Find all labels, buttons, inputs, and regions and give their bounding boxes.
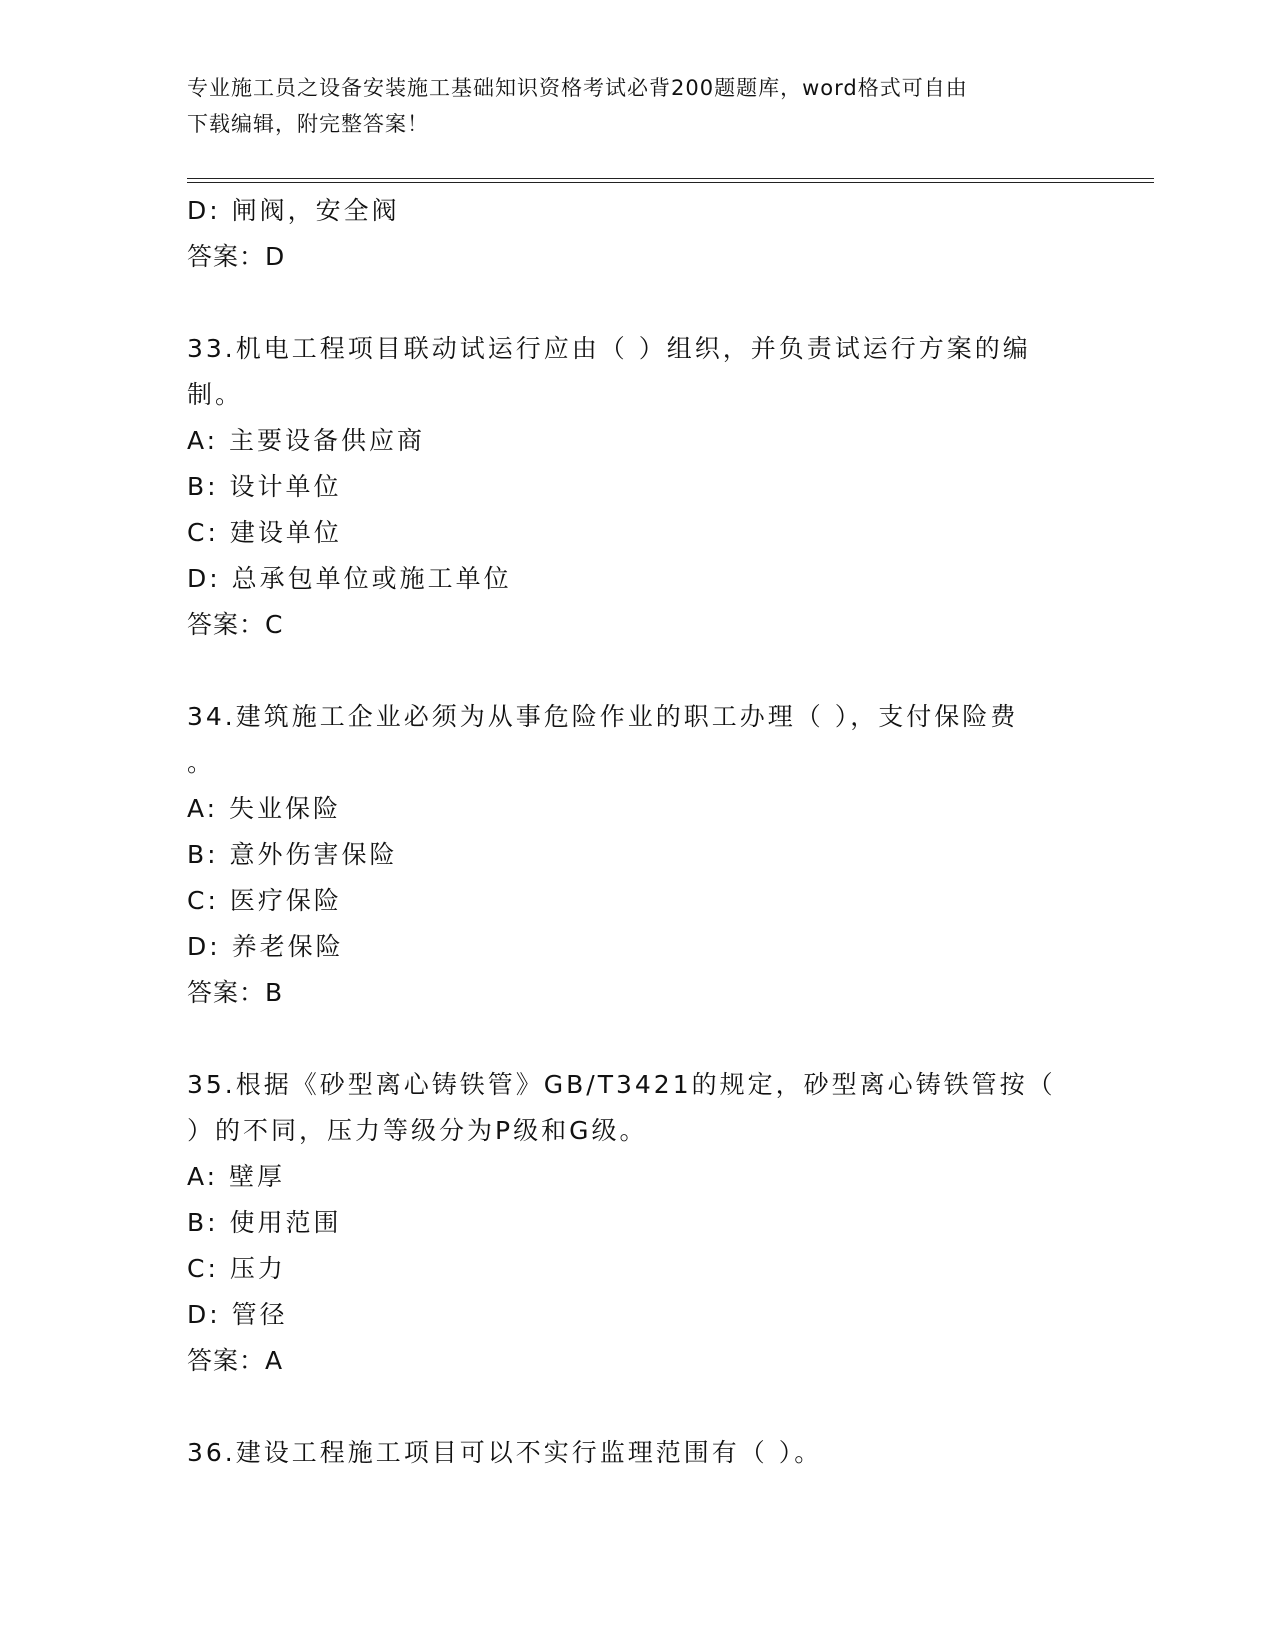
option-d: D: 闸阀，安全阀 xyxy=(187,196,400,225)
option-b: B: 意外伤害保险 xyxy=(187,840,398,869)
spacer xyxy=(187,280,1067,326)
spacer xyxy=(187,1016,1067,1062)
option-b: B: 设计单位 xyxy=(187,472,342,501)
question-list xyxy=(187,188,1067,1476)
option-c: C: 建设单位 xyxy=(187,518,342,547)
header-line-2: 下载编辑，附完整答案！ xyxy=(187,112,429,136)
question-33 xyxy=(187,326,1067,648)
question-stem-cont: 制。 xyxy=(187,380,244,409)
question-36 xyxy=(187,1430,1067,1476)
question-stem: 34.建筑施工企业必须为从事危险作业的职工办理（ ），支付保险费 xyxy=(187,702,1019,731)
spacer xyxy=(187,1384,1067,1430)
question-32-tail xyxy=(187,188,1067,280)
spacer xyxy=(187,648,1067,694)
question-35 xyxy=(187,1062,1067,1384)
option-d: D: 养老保险 xyxy=(187,932,344,961)
option-c: C: 医疗保险 xyxy=(187,886,342,915)
document-header xyxy=(187,70,1067,142)
question-stem: 33.机电工程项目联动试运行应由（ ）组织，并负责试运行方案的编 xyxy=(187,334,1031,363)
option-c: C: 压力 xyxy=(187,1254,286,1283)
answer: 答案：B xyxy=(187,978,284,1007)
question-34 xyxy=(187,694,1067,1016)
header-divider-top xyxy=(187,178,1154,179)
question-stem: 35.根据《砂型离心铸铁管》GB/T3421的规定，砂型离心铸铁管按（ xyxy=(187,1070,1056,1099)
option-d: D: 管径 xyxy=(187,1300,288,1329)
option-b: B: 使用范围 xyxy=(187,1208,342,1237)
answer: 答案：A xyxy=(187,1346,284,1375)
option-a: A: 壁厚 xyxy=(187,1162,286,1191)
option-a: A: 主要设备供应商 xyxy=(187,426,426,455)
question-stem-cont: 。 xyxy=(187,748,216,777)
question-stem-cont: ）的不同，压力等级分为P级和G级。 xyxy=(187,1116,648,1145)
question-stem: 36.建设工程施工项目可以不实行监理范围有（ ）。 xyxy=(187,1438,823,1467)
answer: 答案：D xyxy=(187,242,286,271)
header-line-1: 专业施工员之设备安装施工基础知识资格考试必背200题题库，word格式可自由 xyxy=(187,76,968,100)
option-a: A: 失业保险 xyxy=(187,794,342,823)
option-d: D: 总承包单位或施工单位 xyxy=(187,564,512,593)
answer: 答案：C xyxy=(187,610,284,639)
header-divider-bottom xyxy=(187,182,1154,183)
